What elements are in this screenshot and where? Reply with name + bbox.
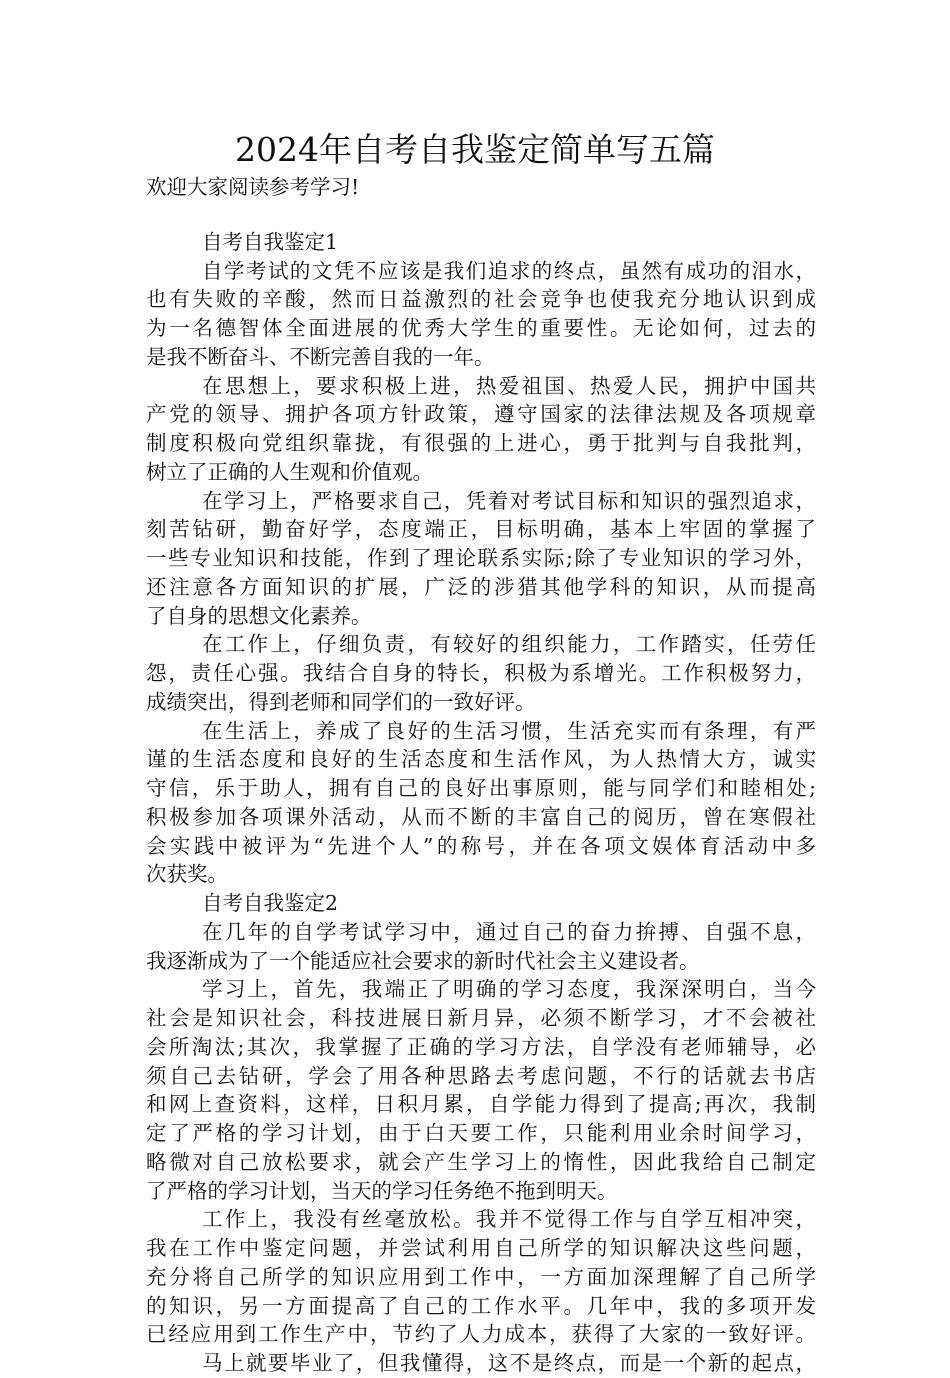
text-line: 社会是知识社会，科技进展日新月异，必须不断学习，才不会被社 (146, 1006, 816, 1030)
text-lines (146, 228, 816, 1378)
document-body (146, 173, 816, 1378)
text-line: 谨的生活态度和良好的生活态度和生活作风，为人热情大方，诚实 (146, 747, 816, 772)
text-line: 树立了正确的人生观和价值观。 (146, 459, 433, 484)
text-line: 一些专业知识和技能，作到了理论联系实际;除了专业知识的学习外， (146, 546, 816, 570)
text-line: 工作上，我没有丝毫放松。我并不觉得工作与自学互相冲突， (202, 1207, 816, 1232)
text-line: 充分将自己所学的知识应用到工作中，一方面加深理解了自己所学 (146, 1264, 816, 1289)
text-line: 略微对自己放松要求，就会产生学习上的惰性，因此我给自己制定 (146, 1149, 816, 1174)
text-line: 为一名德智体全面进展的优秀大学生的重要性。无论如何，过去的 (146, 316, 816, 340)
text-line: 还注意各方面知识的扩展，广泛的涉猎其他学科的知识，从而提高 (146, 574, 816, 599)
text-line: 马上就要毕业了，但我懂得，这不是终点，而是一个新的起点， (202, 1351, 816, 1375)
text-line: 次获奖。 (146, 862, 228, 887)
text-line: 在工作上，仔细负责，有较好的组织能力，工作踏实，任劳任 (202, 632, 816, 657)
text-line: 了严格的学习计划，当天的学习任务绝不拖到明天。 (146, 1178, 618, 1203)
text-line: 制度积极向党组织靠拢，有很强的上进心，勇于批判与自我批判， (146, 431, 816, 455)
text-line: 须自己去钻研，学会了用各种思路去考虑问题，不行的话就去书店 (146, 1063, 816, 1088)
text-line: 和网上查资料，这样，日积月累，自学能力得到了提高;再次，我制 (146, 1092, 816, 1117)
text-line: 自学考试的文凭不应该是我们追求的终点，虽然有成功的泪水， (202, 258, 816, 283)
text-line: 在生活上，养成了良好的生活习惯，生活充实而有条理，有严 (202, 718, 816, 743)
text-line: 成绩突出，得到老师和同学们的一致好评。 (146, 689, 536, 714)
text-line: 定了严格的学习计划，由于白天要工作，只能利用业余时间学习， (146, 1121, 816, 1145)
text-line: 也有失败的辛酸，然而日益激烈的社会竞争也使我充分地认识到成 (146, 287, 816, 312)
text-line: 已经应用到工作生产中，节约了人力成本，获得了大家的一致好评。 (146, 1322, 816, 1347)
intro-line: 欢迎大家阅读参考学习! (146, 175, 360, 199)
text-line: 在几年的自学考试学习中，通过自己的奋力拚搏、自强不息， (202, 919, 816, 944)
text-line: 积极参加各项课外活动，从而不断的丰富自己的阅历，曾在寒假社 (146, 804, 816, 829)
text-line: 自考自我鉴定1 (202, 229, 339, 254)
text-line: 产党的领导、拥护各项方针政策，遵守国家的法律法规及各项规章 (146, 402, 816, 427)
text-line: 守信，乐于助人，拥有自己的良好出事原则，能与同学们和睦相处; (146, 776, 816, 800)
text-line: 是我不断奋斗、不断完善自我的一年。 (146, 344, 495, 369)
text-line: 了自身的思想文化素养。 (146, 603, 372, 628)
text-line: 自考自我鉴定2 (202, 891, 339, 915)
document-title: 2024年自考自我鉴定简单写五篇 (235, 130, 715, 169)
text-line: 我逐渐成为了一个能适应社会要求的新时代社会主义建设者。 (146, 948, 700, 973)
text-line: 的知识，另一方面提高了自己的工作水平。几年中，我的多项开发 (146, 1293, 816, 1318)
text-line: 刻苦钻研，勤奋好学，态度端正，目标明确，基本上牢固的掌握了 (146, 517, 816, 542)
text-line: 会实践中被评为“先进个人”的称号，并在各项文娱体育活动中多 (146, 833, 816, 858)
text-line: 学习上，首先，我端正了明确的学习态度，我深深明白，当今 (202, 977, 816, 1002)
text-line: 在学习上，严格要求自己，凭着对考试目标和知识的强烈追求， (202, 488, 816, 513)
text-line: 会所淘汰;其次，我掌握了正确的学习方法，自学没有老师辅导，必 (146, 1034, 816, 1059)
text-line: 我在工作中鉴定问题，并尝试利用自己所学的知识解决这些问题， (146, 1236, 816, 1260)
paragraph-gap (146, 202, 816, 228)
text-line: 怨，责任心强。我结合自身的特长，积极为系增光。工作积极努力， (146, 661, 816, 685)
text-line: 在思想上，要求积极上进，热爱祖国、热爱人民，拥护中国共 (202, 373, 816, 398)
